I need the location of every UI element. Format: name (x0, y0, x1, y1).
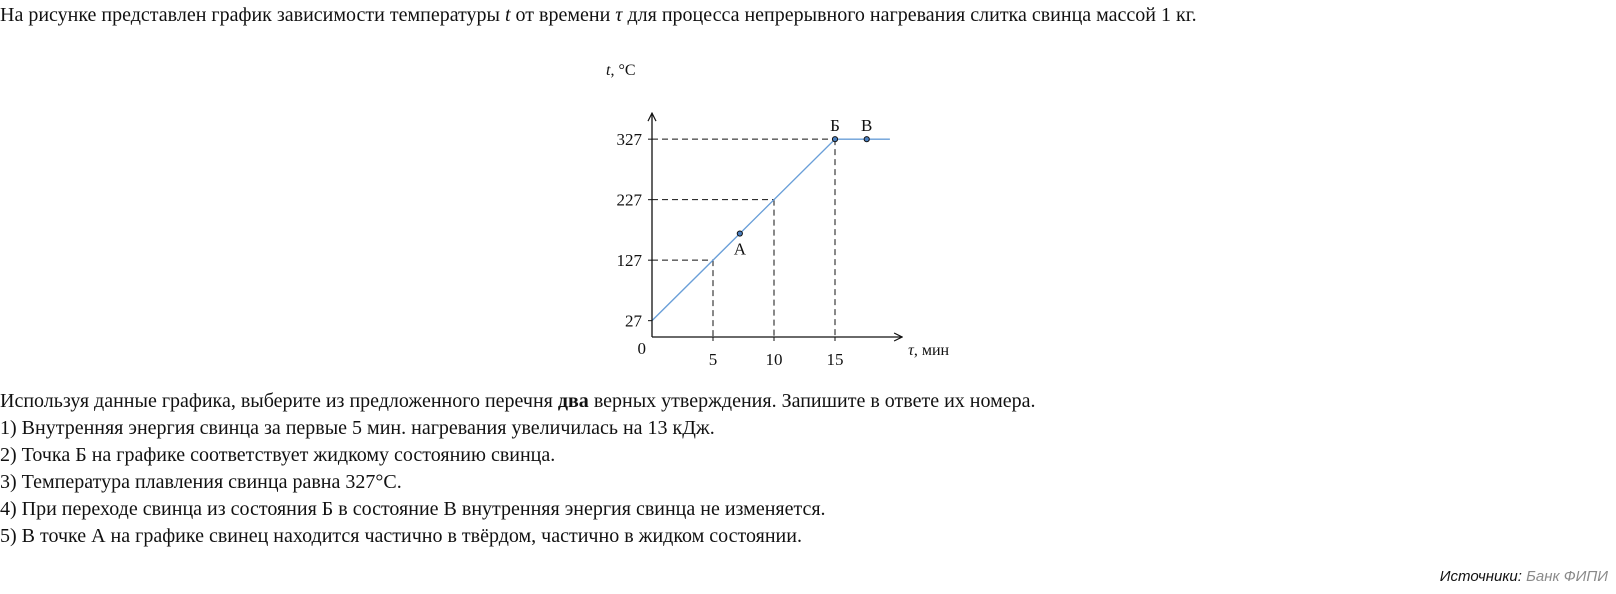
chart-svg (600, 52, 1020, 388)
point-marker-2 (864, 137, 869, 142)
task-instruction (0, 388, 1610, 415)
x-tick-label-10: 10 (765, 350, 783, 369)
instruction-text-2: верных утверждения. Запишите в ответе их номера. (588, 390, 1036, 412)
x-axis-label: τ, мин (908, 342, 950, 359)
option-3: 3) Температура плавления свинца равна 327°C. (0, 471, 402, 493)
source-link[interactable]: Банк ФИПИ (1526, 568, 1608, 585)
problem-intro (0, 2, 1610, 28)
point-label-0: А (733, 239, 746, 259)
temperature-symbol: t (504, 4, 511, 26)
option-5: 5) В точке А на графике свинец находится частично в твёрдом, частично в жидком состоянии. (0, 525, 802, 547)
y-axis-label: t, °C (606, 62, 636, 79)
time-symbol: τ (615, 4, 623, 26)
y-tick-label-127: 127 (616, 251, 642, 271)
instruction-text-1: Используя данные графика, выберите из предложенного перечня (0, 390, 558, 412)
y-tick-label-27: 27 (625, 311, 642, 331)
y-tick-label-227: 227 (616, 190, 642, 210)
point-label-2: В (861, 116, 873, 136)
source-label: Источники: (1439, 568, 1522, 585)
instruction-bold: два (557, 390, 589, 412)
point-marker-1 (832, 137, 837, 142)
option-4: 4) При переходе свинца из состояния Б в состояние В внутренняя энергия свинца не изменяется. (0, 498, 826, 520)
intro-text-1: На рисунке представлен график зависимости температуры (0, 4, 505, 26)
point-marker-0 (737, 231, 742, 236)
intro-text-2: от времени (510, 4, 616, 26)
series-line-0 (652, 139, 890, 321)
x-tick-label-15: 15 (826, 350, 844, 369)
option-1: 1) Внутренняя энергия свинца за первые 5 мин. нагревания увеличилась на 13 кДж. (0, 417, 715, 439)
intro-text-3: для процесса непрерывного нагревания слитка свинца массой 1 кг. (622, 4, 1197, 26)
y-tick-label-327: 327 (616, 130, 642, 150)
task-block (0, 388, 1610, 550)
origin-label: 0 (637, 339, 646, 358)
option-2: 2) Точка Б на графике соответствует жидкому состоянию свинца. (0, 444, 556, 466)
source-line (1440, 568, 1608, 585)
x-tick-label-5: 5 (708, 350, 718, 369)
temperature-time-chart (600, 52, 1020, 388)
point-label-1: Б (830, 116, 840, 136)
